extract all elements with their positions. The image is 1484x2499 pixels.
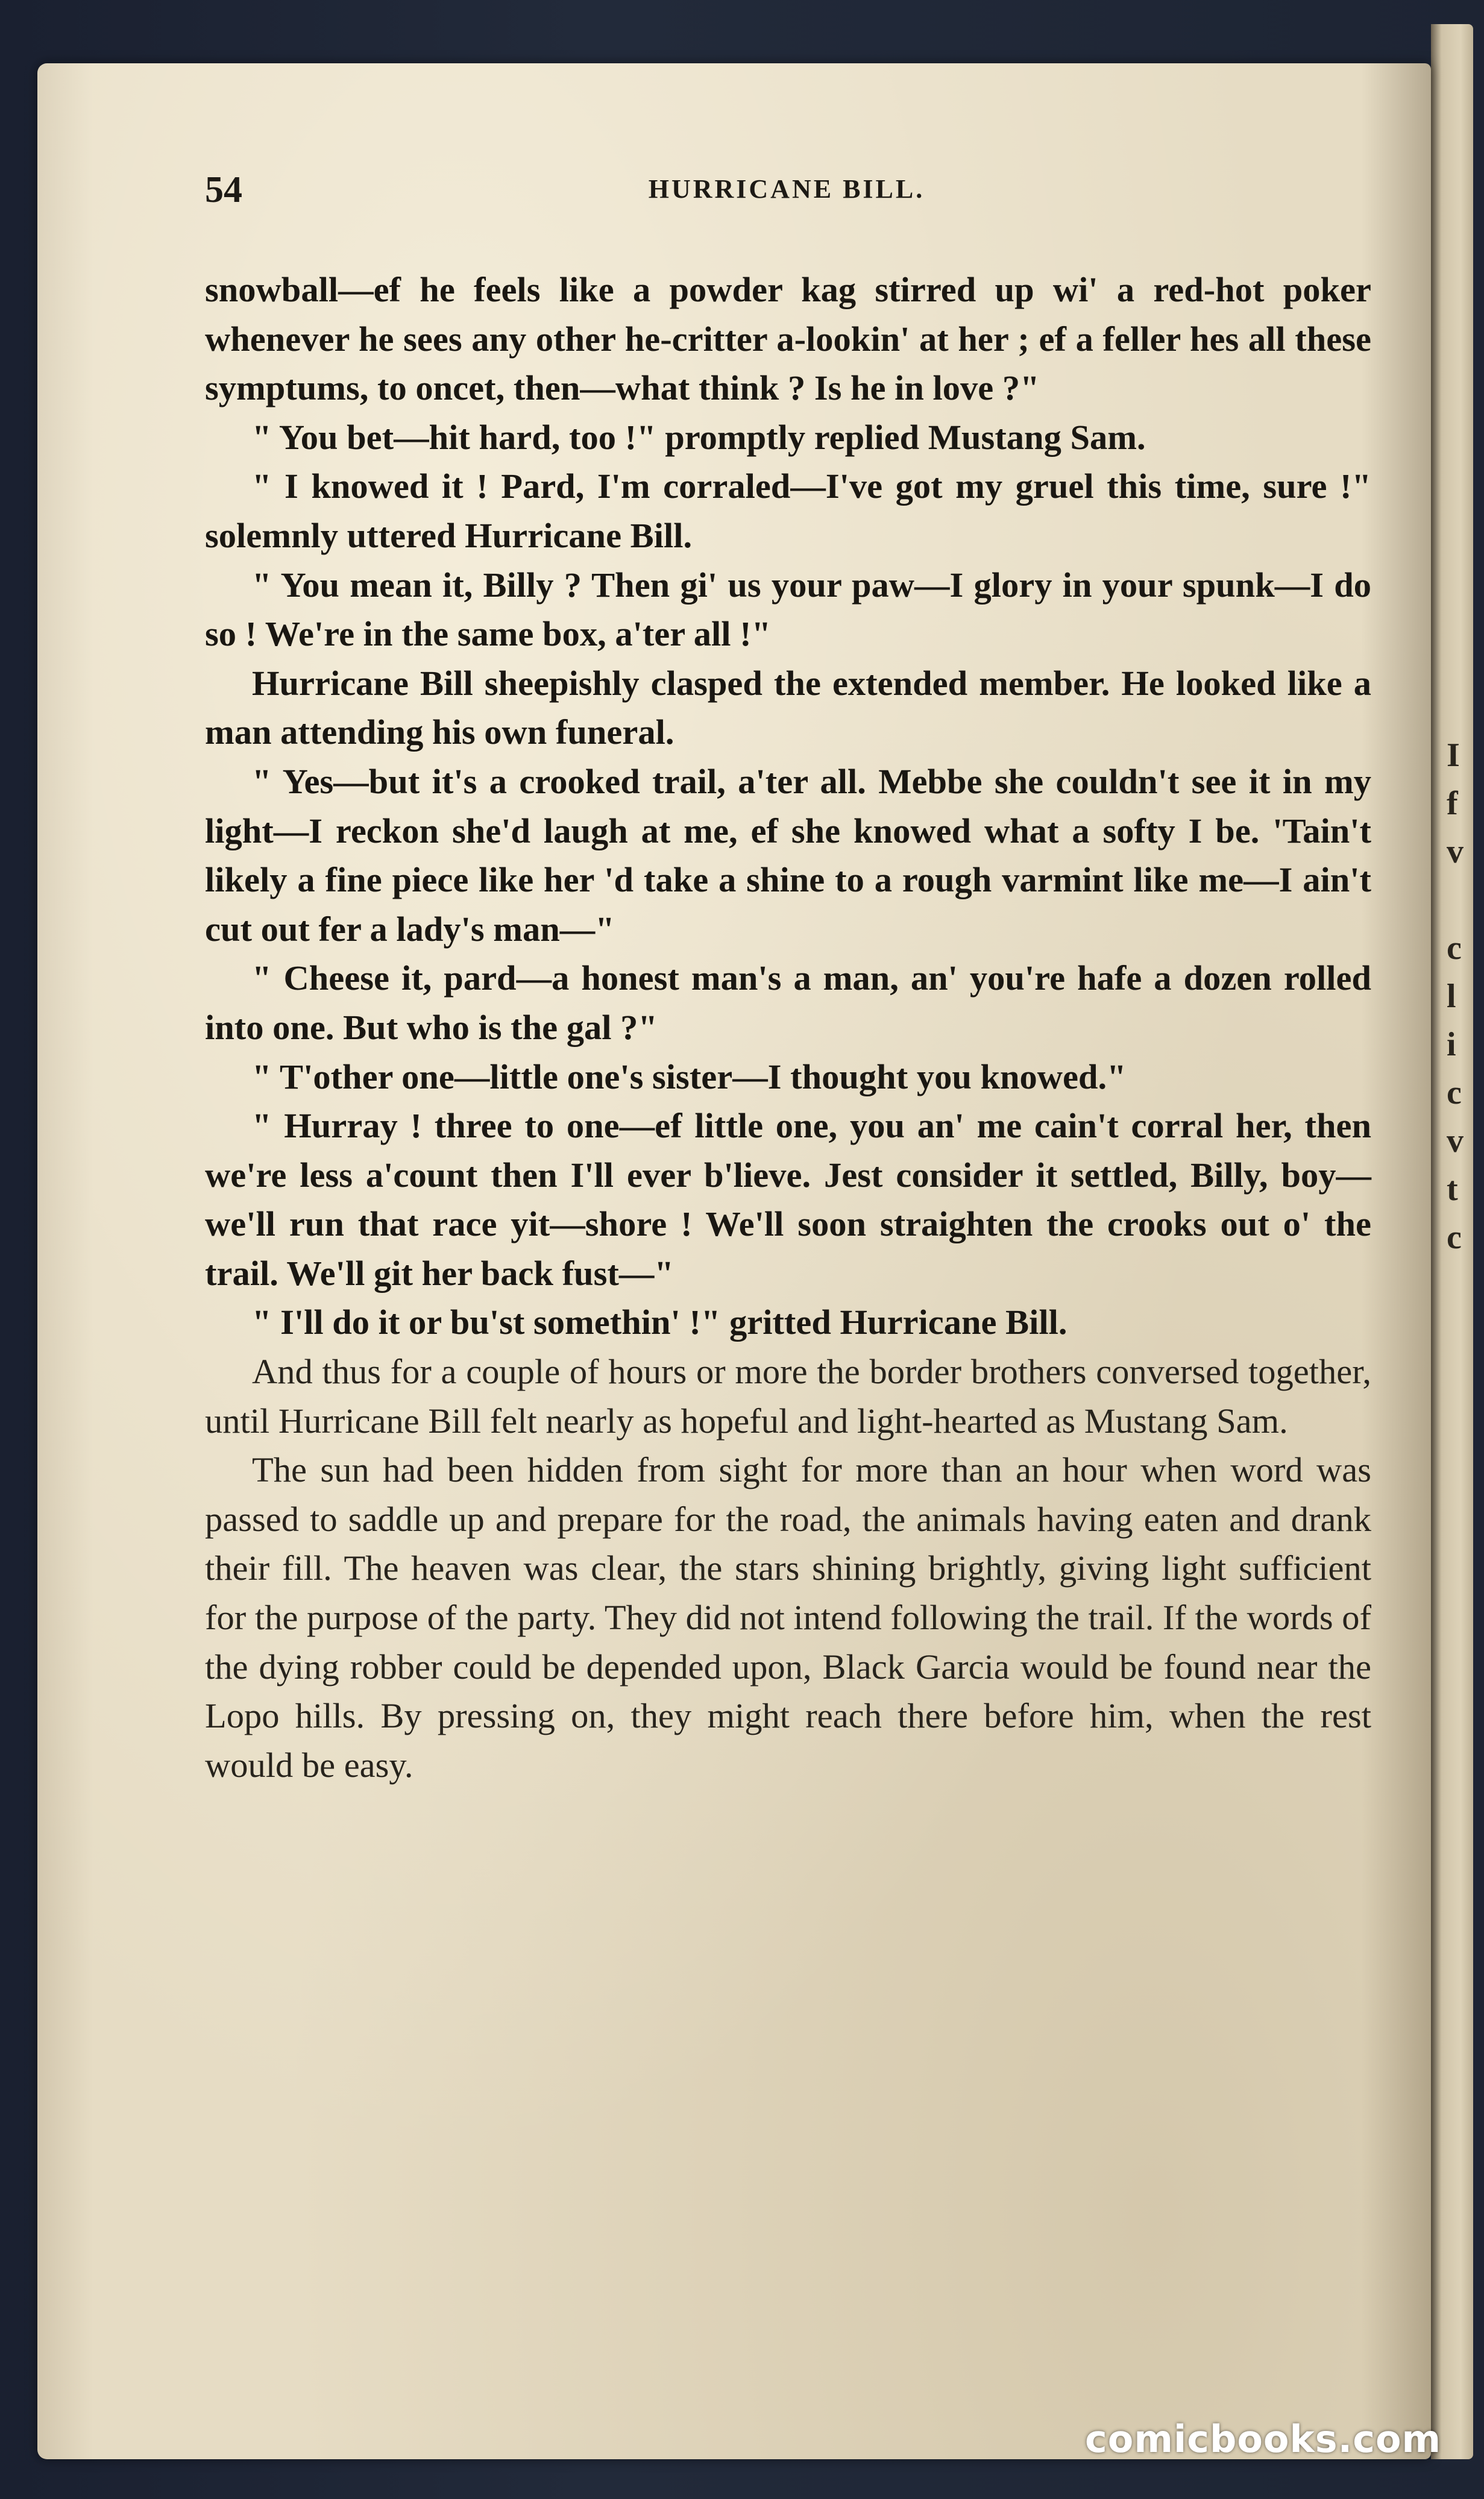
- facing-page-letter: v: [1447, 833, 1464, 870]
- facing-page-letter: c: [1447, 1074, 1462, 1111]
- page-number: 54: [205, 169, 242, 210]
- watermark: comicbooks.com: [1085, 2417, 1442, 2461]
- paragraph: snowball—ef he feels like a powder kag stirred up wi' a red-hot poker whenever he sees any other he-critter a-lookin' at her ; ef a feller hes all these symptums, to oncet, then—what think ? Is he in love ?": [205, 270, 1371, 408]
- facing-page-letter: f: [1447, 785, 1458, 822]
- facing-page-letter: t: [1447, 1171, 1458, 1208]
- facing-page-letter: v: [1447, 1122, 1464, 1160]
- page-header: [205, 169, 1368, 211]
- paragraph: " You bet—hit hard, too !" promptly replied Mustang Sam.: [252, 417, 1146, 457]
- facing-page-letter: c: [1447, 1219, 1462, 1256]
- paragraph: The sun had been hidden from sight for more than an hour when word was passed to saddle up and prepare for the road, the animals having eaten and drank their fill. The heaven was clear, the stars shining brightly, giving light sufficient for the purpose of the party. They did not intend following the trail. If the words of the dying robber could be depended upon, Black Garcia would be found near the Lopo hills. By pressing on, they might reach there before him, when the rest would be easy.: [205, 1450, 1371, 1785]
- paragraph: " I knowed it ! Pard, I'm corraled—I've got my gruel this time, sure !" solemnly uttered Hurricane Bill.: [205, 467, 1371, 555]
- paragraph: And thus for a couple of hours or more the border brothers conversed together, until Hurricane Bill felt nearly as hopeful and light-hearted as Mustang Sam.: [205, 1352, 1371, 1441]
- paragraph: " I'll do it or bu'st somethin' !" gritted Hurricane Bill.: [252, 1303, 1067, 1342]
- facing-page-letter: i: [1447, 1026, 1456, 1063]
- page-body: [205, 265, 1371, 1790]
- paragraph: Hurricane Bill sheepishly clasped the extended member. He looked like a man attending his own funeral.: [205, 663, 1371, 752]
- facing-page-letter: c: [1447, 929, 1462, 967]
- facing-page-letter: l: [1447, 978, 1456, 1015]
- facing-page-letter: I: [1447, 737, 1460, 774]
- running-head: HURRICANE BILL.: [648, 174, 925, 204]
- paragraph: " Hurray ! three to one—ef little one, you an' me cain't corral her, then we're less a'count then I'll ever b'lieve. Jest consider it settled, Billy, boy—we'll run that race yit—shore ! We'll soon straighten the crooks out o' the trail. We'll git her back fust—": [205, 1106, 1371, 1293]
- paragraph: " Yes—but it's a crooked trail, a'ter all. Mebbe she couldn't see it in my light—I reckon she'd laugh at me, ef she knowed what a softy I be. 'Tain't likely a fine piece like her 'd take a shine to a rough varmint like me—I ain't cut out fer a lady's man—": [205, 761, 1371, 949]
- paragraph: " T'other one—little one's sister—I thought you knowed.": [252, 1057, 1127, 1096]
- paragraph: " You mean it, Billy ? Then gi' us your paw—I glory in your spunk—I do so ! We're in the same box, a'ter all !": [205, 565, 1371, 654]
- paragraph: " Cheese it, pard—a honest man's a man, an' you're hafe a dozen rolled into one. But who is the gal ?": [205, 958, 1371, 1047]
